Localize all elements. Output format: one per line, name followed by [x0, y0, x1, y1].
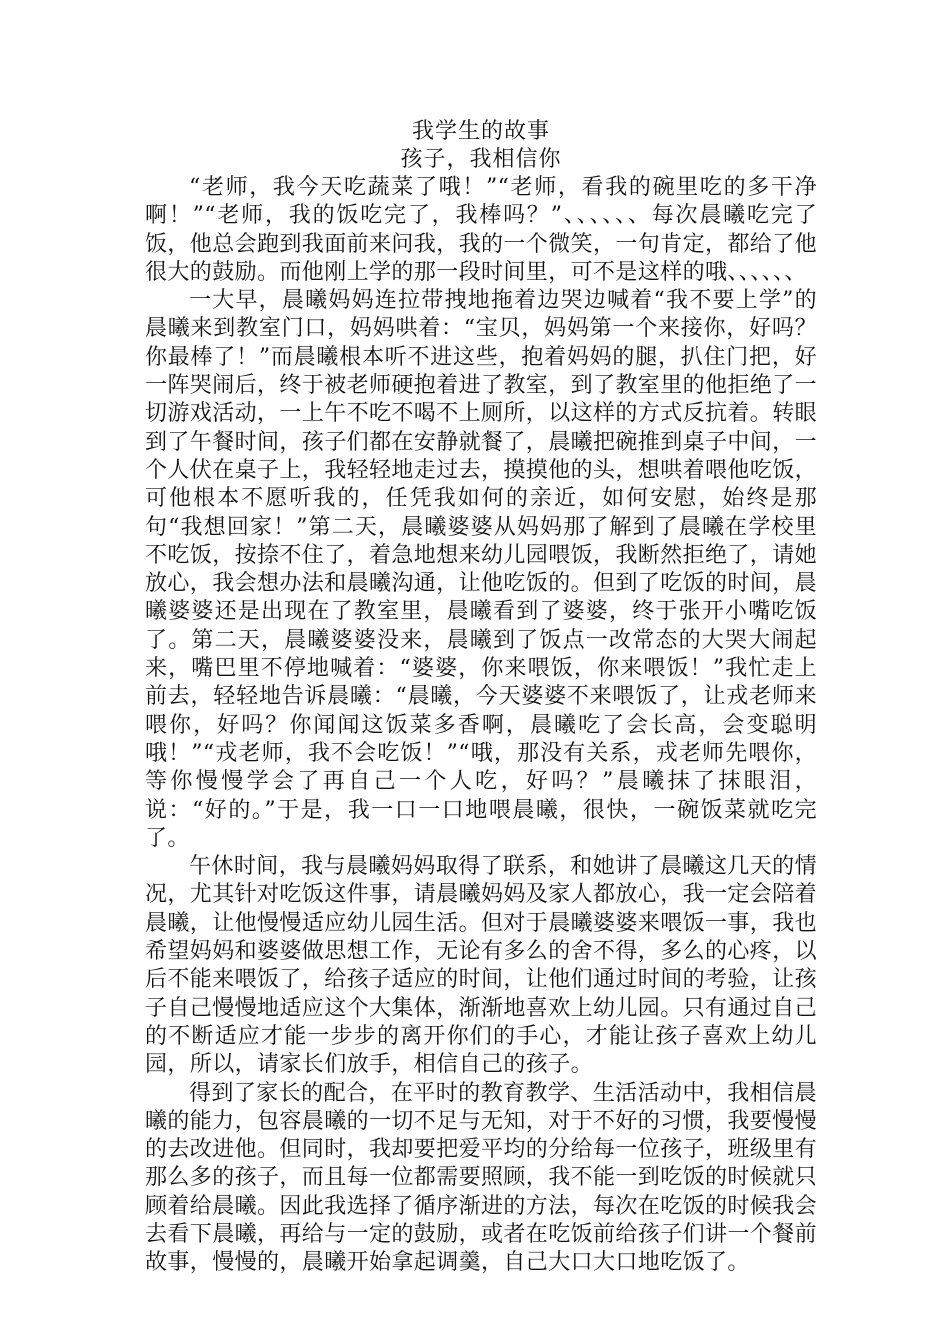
document-subtitle: 孩子，我相信你 [400, 147, 562, 172]
paragraph-4: 得到了家长的配合，在平时的教育教学、生活活动中，我相信晨曦的能力，包容晨曦的一切不足与无知，对于不好的习惯，我要慢慢的去改进他。但同时，我却要把爱平均的分给每一位孩子，班级里有那么多的孩子，而且每一位都需要照顾，我不能一到吃饭的时候就只顾着给晨曦。因此我选择了循序渐进的方法，每次在吃饭的时候我会去看下晨曦，再给与一定的鼓励，或者在吃饭前给孩子们讲一个餐前故事，慢慢的，晨曦开始拿起调羹，自己大口大口地吃饭了。 [145, 1080, 818, 1276]
paragraph-2: 一大早，晨曦妈妈连拉带拽地拖着边哭边喊着“我不要上学”的晨曦来到教室门口，妈妈哄着：“宝贝，妈妈第一个来接你，好吗？你最棒了！”而晨曦根本听不进这些，抱着妈妈的腿，扒住门把，好一阵哭闹后，终于被老师硬抱着进了教室，到了教室里的他拒绝了一切游戏活动，一上午不吃不喝不上厕所，以这样的方式反抗着。转眼到了午餐时间，孩子们都在安静就餐了，晨曦把碗推到桌子中间，一个人伏在桌子上，我轻轻地走过去，摸摸他的头，想哄着喂他吃饭，可他根本不愿听我的，任凭我如何的亲近，如何安慰，始终是那句“我想回家！”第二天，晨曦婆婆从妈妈那了解到了晨曦在学校里不吃饭，按捺不住了，着急地想来幼儿园喂饭，我断然拒绝了，请她放心，我会想办法和晨曦沟通，让他吃饭的。但到了吃饭的时间，晨曦婆婆还是出现在了教室里，晨曦看到了婆婆，终于张开小嘴吃饭了。第二天，晨曦婆婆没来，晨曦到了饭点一改常态的大哭大闹起来，嘴巴里不停地喊着：“婆婆，你来喂饭，你来喂饭！”我忙走上前去，轻轻地告诉晨曦：“晨曦，今天婆婆不来喂饭了，让戎老师来喂你，好吗？你闻闻这饭菜多香啊，晨曦吃了会长高，会变聪明哦！”“戎老师，我不会吃饭！”“哦，那没有关系，戎老师先喂你，等你慢慢学会了再自己一个人吃，好吗？”晨曦抹了抹眼泪，说：“好的。”于是，我一口一口地喂晨曦，很快，一碗饭菜就吃完了。 [145, 288, 818, 851]
paragraph-1: “老师，我今天吃蔬菜了哦！”“老师，看我的碗里吃的多干净啊！”“老师，我的饭吃完了，我棒吗？”、、、、、、每次晨曦吃完了饭，他总会跑到我面前来问我，我的一个微笑，一句肯定，都给了他很大的鼓励。而他刚上学的那一段时间里，可不是这样的哦、、、、、、 [145, 175, 818, 285]
paragraph-3: 午休时间，我与晨曦妈妈取得了联系，和她讲了晨曦这几天的情况，尤其针对吃饭这件事，请晨曦妈妈及家人都放心，我一定会陪着晨曦，让他慢慢适应幼儿园生活。但对于晨曦婆婆来喂饭一事，我也希望妈妈和婆婆做思想工作，无论有多么的舍不得，多么的心疼，以后不能来喂饭了，给孩子适应的时间，让他们通过时间的考验，让孩子自己慢慢地适应这个大集体，渐渐地喜欢上幼儿园。只有通过自己的不断适应才能一步步的离开你们的手心，才能让孩子喜欢上幼儿园，所以，请家长们放手，相信自己的孩子。 [145, 854, 818, 1078]
document-title: 我学生的故事 [411, 119, 550, 144]
document-page [145, 118, 817, 1278]
